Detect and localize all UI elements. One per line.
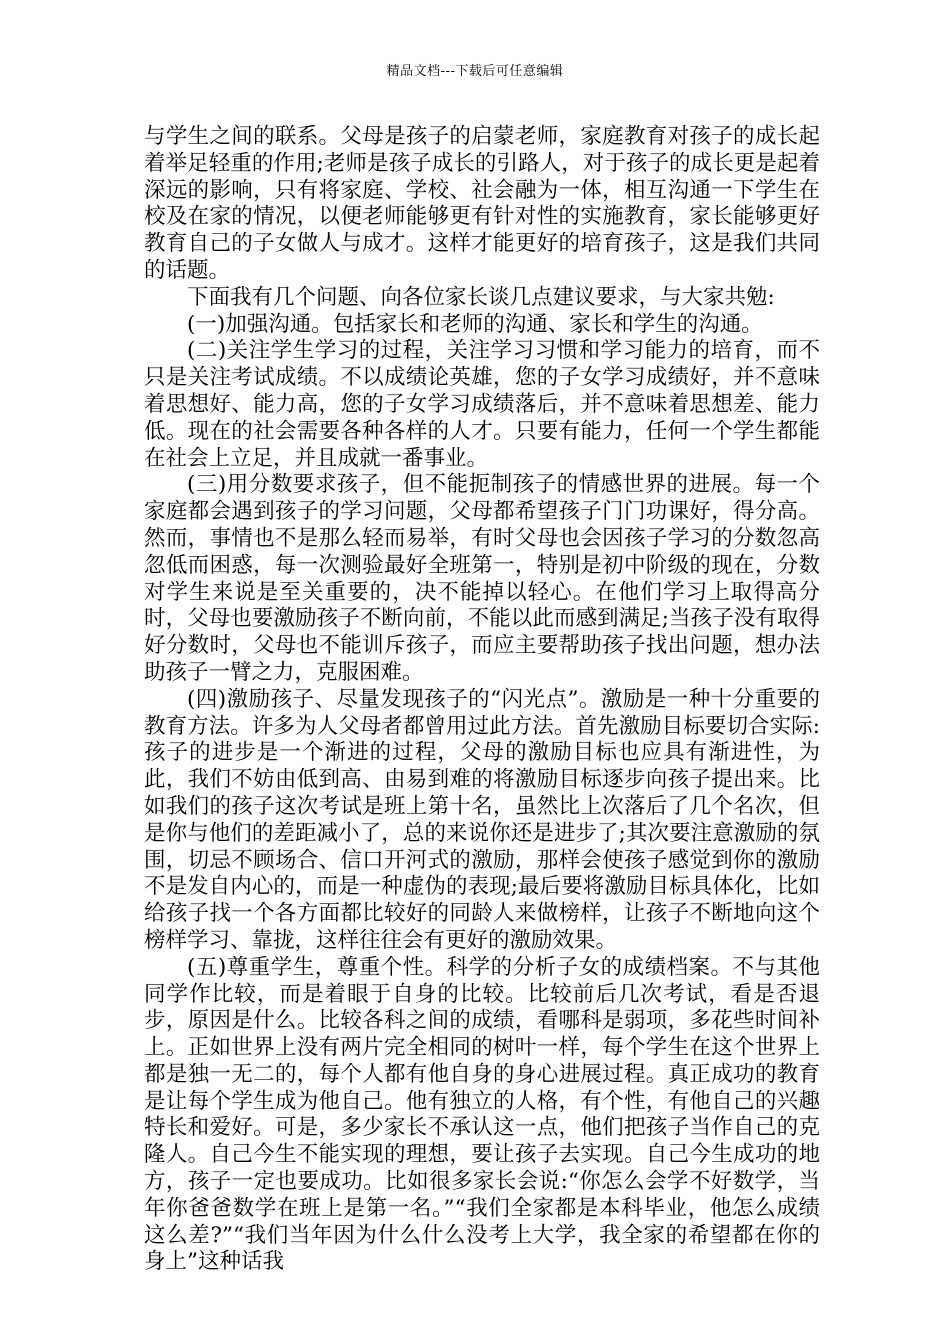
document-body xyxy=(144,124,820,1276)
paragraph-point-5-respect-individuality: (五)尊重学生，尊重个性。科学的分析子女的成绩档案。不与其他同学作比较，而是着眼于自身的比较。比较前后几次考试，看是否退步，原因是什么。比较各科之间的成绩，看哪科是弱项，多花些时间补上。正如世界上没有两片完全相同的树叶一样，每个学生在这个世界上都是独一无二的，每个人都有他自身的身心进展过程。真正成功的教育是让每个学生成为他自己。他有独立的人格，有个性，有他自己的兴趣特长和爱好。可是，多少家长不承认这一点，他们把孩子当作自己的克隆人。自己今生不能实现的理想，要让孩子去实现。自己今生成功的地方，孩子一定也要成功。比如很多家长会说:“你怎么会学不好数学，当年你爸爸数学在班上是第一名。”“我们全家都是本科毕业，他怎么成绩这么差?”“我们当年因为什么什么没考上大学，我全家的希望都在你的身上”这种话我 xyxy=(144,954,820,1275)
paragraph-suggestions-lead: 下面我有几个问题、向各位家长谈几点建议要求，与大家共勉: xyxy=(187,284,775,310)
paragraph-intro-continuation: 与学生之间的联系。父母是孩子的启蒙老师，家庭教育对孩子的成长起着举足轻重的作用;老师是孩子成长的引路人，对于孩子的成长更是起着深远的影响，只有将家庭、学校、社会融为一体，相互沟通一下学生在校及在家的情况，以便老师能够更有针对性的实施教育，家长能够更好教育自己的子女做人与成才。这样才能更好的培育孩子，这是我们共同的话题。 xyxy=(144,124,820,283)
paragraph-point-4-encouragement: (四)激励孩子、尽量发现孩子的“闪光点”。激励是一种十分重要的教育方法。许多为人父母者都曾用过此方法。首先激励目标要切合实际:孩子的进步是一个渐进的过程，父母的激励目标也应具有渐进性，为此，我们不妨由低到高、由易到难的将激励目标逐步向孩子提出来。比如我们的孩子这次考试是班上第十名，虽然比上次落后了几个名次，但是你与他们的差距减小了，总的来说你还是进步了;其次要注意激励的氛围，切忌不顾场合、信口开河式的激励，那样会使孩子感觉到你的激励不是发自内心的，而是一种虚伪的表现;最后要将激励目标具体化，比如给孩子找一个各方面都比较好的同龄人来做榜样，让孩子不断地向这个榜样学习、靠拢，这样往往会有更好的激励效果。 xyxy=(144,686,820,953)
paragraph-point-1-communication: (一)加强沟通。包括家长和老师的沟通、家长和学生的沟通。 xyxy=(187,311,763,337)
paragraph-point-3-scores: (三)用分数要求孩子，但不能扼制孩子的情感世界的进展。每一个家庭都会遇到孩子的学习问题，父母都希望孩子门门功课好，得分高。然而，事情也不是那么轻而易举，有时父母也会因孩子学习的分数忽高忽低而困惑，每一次测验最好全班第一，特别是初中阶级的现在，分数对学生来说是至关重要的，决不能掉以轻心。在他们学习上取得高分时，父母也要激励孩子不断向前，不能以此而感到满足;当孩子没有取得好分数时，父母也不能训斥孩子，而应主要帮助孩子找出问题，想办法助孩子一臂之力，克服困难。 xyxy=(144,472,820,685)
paragraph-point-2-learning-process: (二)关注学生学习的过程，关注学习习惯和学习能力的培育，而不只是关注考试成绩。不以成绩论英雄，您的子女学习成绩好，并不意味着思想好、能力高，您的子女学习成绩落后，并不意味着思想差、能力低。现在的社会需要各种各样的人才。只要有能力，任何一个学生都能在社会上立足，并且成就一番事业。 xyxy=(144,338,820,471)
page-header: 精品文档---下载后可任意编辑 xyxy=(386,64,564,79)
